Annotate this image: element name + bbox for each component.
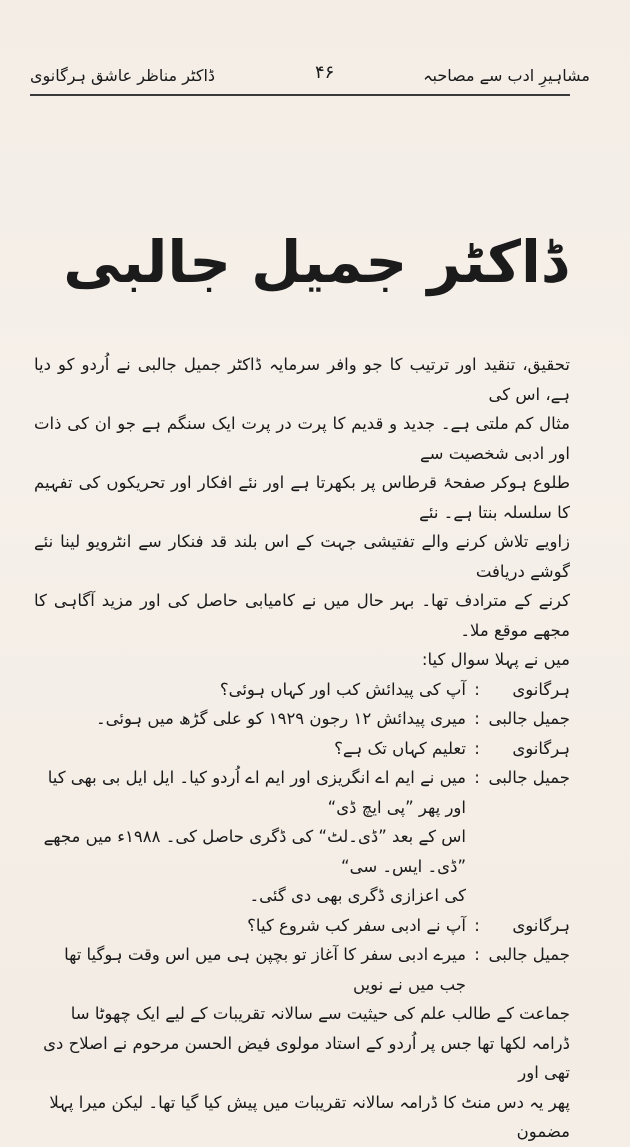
chapter-title: ڈاکٹر جمیل جالبی bbox=[63, 228, 567, 296]
answer-continuation: ڈرامہ لکھا تھا جس پر اُردو کے استاد مولوی فیض الحسن مرحوم نے اصلاح دی تھی اور bbox=[43, 1033, 570, 1082]
question-text: آپ کی پیدائش کب اور کہاں ہوئی؟ bbox=[219, 679, 466, 699]
answer-continuation: پھر یہ دس منٹ کا ڈرامہ سالانہ تقریبات میں پیش کیا گیا تھا۔ لیکن میرا پہلا مضمون bbox=[49, 1092, 570, 1141]
colon: : bbox=[474, 945, 480, 964]
interviewer-label: ہرگانوی bbox=[512, 738, 570, 758]
answer-text: میرے ادبی سفر کا آغاز تو بچپن ہی میں اس وقت ہوگیا تھا جب میں نے نویں bbox=[64, 945, 466, 994]
header-rule bbox=[30, 94, 570, 96]
answer-3 bbox=[34, 940, 570, 999]
respondent-label: جمیل جالبی bbox=[488, 709, 570, 728]
intro-paragraph bbox=[34, 350, 570, 645]
colon: : bbox=[474, 738, 480, 758]
intro-line: طلوع ہوکر صفحۂ قرطاس پر بکھرتا ہے اور نئے افکار اور تحریکوں کی تفہیم کا سلسلہ بنتا ہے۔ نئے bbox=[34, 473, 570, 522]
interviewer-label: ہرگانوی bbox=[512, 679, 570, 699]
page-header bbox=[30, 58, 600, 94]
question-2 bbox=[34, 734, 570, 764]
colon: : bbox=[474, 915, 480, 935]
answer-continuation: اس کے بعد ”ڈی۔لٹ“ کی ڈگری حاصل کی۔ ۱۹۸۸ء میں مجھے ”ڈی۔ ایس۔ سی“ bbox=[43, 827, 466, 876]
intro-line: زاویے تلاش کرنے والے تفتیشی جہت کے اس بلند قد فنکار سے انٹرویو لینا نئے گوشے دریافت bbox=[34, 532, 570, 581]
answer-text: میں نے ایم اے انگریزی اور ایم اے اُردو کیا۔ ایل ایل بی بھی کیا اور پھر ”پی ایچ ڈی“ bbox=[47, 768, 466, 817]
answer-2 bbox=[34, 763, 570, 822]
respondent-label: جمیل جالبی bbox=[488, 768, 570, 787]
answer-1 bbox=[34, 704, 570, 734]
question-3 bbox=[34, 911, 570, 941]
colon: : bbox=[474, 679, 480, 699]
running-author-name: ڈاکٹر مناظر عاشق ہرگانوی bbox=[30, 66, 216, 85]
interviewer-label: ہرگانوی bbox=[512, 915, 570, 935]
intro-line: کرنے کے مترادف تھا۔ بہر حال میں نے کامیابی حاصل کی اور مزید آگاہی کا مجھے موقع ملا۔ bbox=[34, 591, 570, 640]
answer-text: میری پیدائش ۱۲ رجون ۱۹۲۹ کو علی گڑھ میں ہوئی۔ bbox=[95, 709, 466, 728]
question-text: تعلیم کہاں تک ہے؟ bbox=[334, 738, 466, 758]
page-number: ۴۶ bbox=[315, 62, 335, 83]
page-content bbox=[34, 350, 570, 1147]
colon: : bbox=[474, 709, 480, 728]
colon: : bbox=[474, 768, 480, 787]
intro-line: مثال کم ملتی ہے۔ جدید و قدیم کا پرت در پرت ایک سنگم ہے جو ان کی ذات اور ادبی شخصیت سے bbox=[34, 414, 570, 463]
question-1 bbox=[34, 675, 570, 705]
respondent-label: جمیل جالبی bbox=[488, 945, 570, 964]
first-question-intro: میں نے پہلا سوال کیا: bbox=[421, 650, 570, 669]
question-text: آپ نے ادبی سفر کب شروع کیا؟ bbox=[247, 915, 466, 935]
answer-continuation: کی اعزازی ڈگری بھی دی گئی۔ bbox=[249, 886, 466, 905]
running-book-title: مشاہیرِ ادب سے مصاحبہ bbox=[423, 66, 590, 85]
intro-line: تحقیق، تنقید اور ترتیب کا جو وافر سرمایہ ڈاکٹر جمیل جالبی نے اُردو کو دیا ہے، اس کی bbox=[34, 355, 570, 404]
answer-continuation: جماعت کے طالب علم کی حیثیت سے سالانہ تقریبات کے لیے ایک چھوٹا سا bbox=[70, 1004, 570, 1023]
